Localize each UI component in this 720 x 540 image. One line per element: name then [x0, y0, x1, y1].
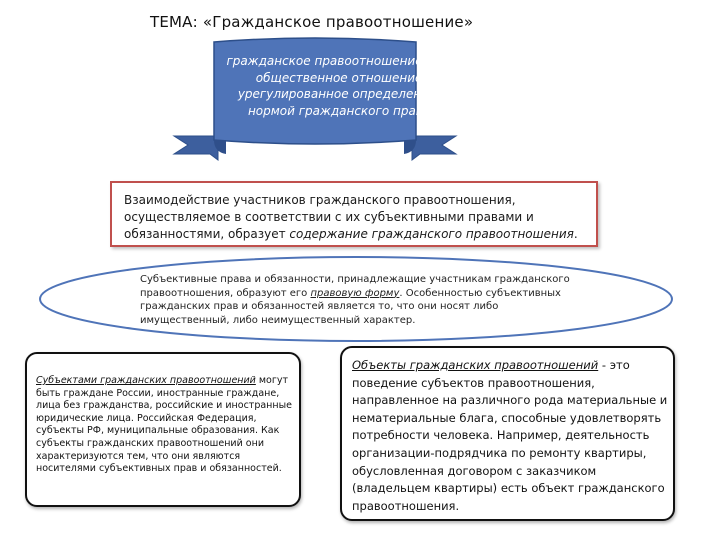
ribbon-line: общественное отношение, [255, 70, 427, 85]
content-text-end: . [573, 227, 578, 241]
subjects-text [36, 375, 294, 476]
content-term: содержание гражданского правоотношения [289, 227, 574, 241]
content-definition-box [110, 181, 598, 247]
legal-form-text [140, 273, 570, 327]
objects-text [352, 357, 670, 515]
ribbon-line: урегулированное определенной [237, 87, 445, 101]
ribbon-definition-text [222, 53, 460, 119]
subjects-term: Субъектами гражданских правоотношений [36, 375, 256, 386]
ribbon-line: гражданское правоотношение - это [226, 54, 456, 68]
page-title: ТЕМА: «Гражданское правоотношение» [150, 13, 474, 31]
form-text-start: Субъективные права и обязанности, принадлежащие участникам гражданского правоотношения, образуют его [140, 274, 570, 299]
ribbon-line: нормой гражданского права. [247, 103, 435, 118]
objects-description: - это поведение субъектов правоотношения, направленное на различного рода материальные и нематериальные блага, способные удовлетворять потребности человека. Например, деятельность организации-подрядчика по ремонту квартиры, обусловленная договором с заказчиком (владельцем квартиры) есть объект гражданского правоотношения. [352, 358, 668, 513]
objects-term: Объекты гражданских правоотношений [352, 358, 599, 372]
subjects-description: могут быть граждане России, иностранные граждане, лица без гражданства, российские и иностранные юридические лица. Российская Федерация, субъекты РФ, муниципальные образования. Как субъекты гражданских правоотношений они характеризуются тем, что они являются носителями субъективных прав и обязанностей. [36, 375, 292, 475]
content-text: Взаимодействие участников гражданского правоотношения, осуществляемое в соответствии с их субъективными правами и обязанностями, образует [124, 193, 534, 241]
form-term: правовую форму [310, 287, 400, 299]
form-text-end: . Особенностью субъективных гражданских прав и обязанностей является то, что они носят либо имущественный, либо неимущественный характер. [140, 287, 561, 326]
